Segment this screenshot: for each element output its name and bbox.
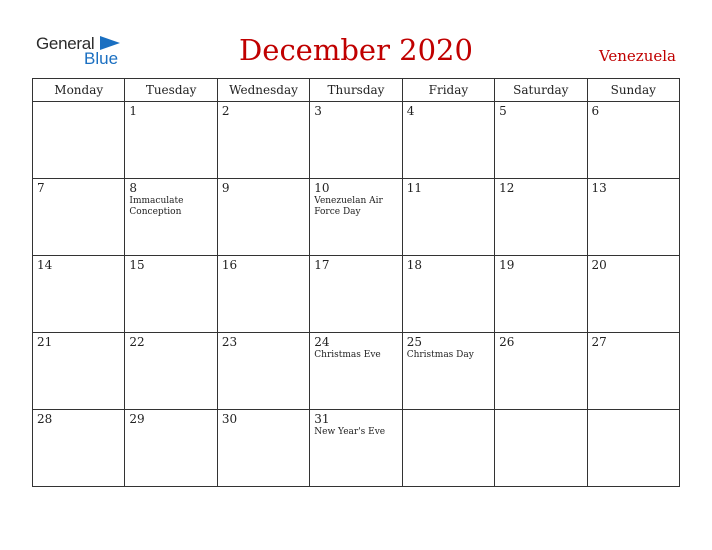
day-number: 17 [314, 258, 330, 272]
day-cell-content [495, 179, 586, 253]
day-number: 18 [406, 258, 422, 272]
day-cell-content [310, 333, 401, 407]
day-cell [310, 410, 402, 487]
day-cell-content [588, 256, 679, 330]
day-cell [495, 179, 587, 256]
logo-text-blue: Blue [84, 49, 119, 68]
day-cell-content [33, 333, 124, 407]
day-number: 13 [591, 181, 607, 195]
day-cell [33, 256, 125, 333]
logo-flag-icon [100, 36, 120, 50]
day-cell-content [495, 102, 586, 176]
weekday-header: Saturday [495, 79, 587, 102]
day-cell-content [125, 179, 216, 253]
country-label: Venezuela [598, 47, 676, 65]
day-cell [125, 256, 217, 333]
day-cell [402, 256, 494, 333]
day-number: 26 [499, 335, 515, 349]
weekday-header: Friday [402, 79, 494, 102]
day-number: 24 [314, 335, 330, 349]
day-cell-content [125, 102, 216, 176]
day-cell [495, 410, 587, 487]
day-number: 30 [221, 412, 238, 426]
day-number: 23 [221, 335, 238, 349]
day-cell-content [33, 410, 124, 484]
day-cell [587, 102, 679, 179]
day-cell [402, 102, 494, 179]
day-number: 27 [591, 335, 607, 349]
day-cell [310, 179, 402, 256]
day-cell [125, 410, 217, 487]
day-cell-content [125, 410, 216, 484]
day-cell-content [218, 102, 309, 176]
day-cell-content [403, 333, 494, 407]
day-cell [587, 256, 679, 333]
weekday-header: Sunday [587, 79, 679, 102]
day-cell [217, 333, 309, 410]
day-cell [217, 410, 309, 487]
day-number: 7 [37, 181, 45, 195]
day-number: 3 [314, 104, 322, 118]
day-number: 25 [406, 335, 422, 349]
day-cell [587, 179, 679, 256]
day-cell-content [310, 179, 401, 253]
day-cell [495, 333, 587, 410]
logo-text-general: General [36, 34, 95, 53]
day-number: 11 [406, 181, 422, 195]
day-cell-content [218, 179, 309, 253]
day-number: 29 [129, 412, 145, 426]
day-cell [310, 256, 402, 333]
day-cell [33, 333, 125, 410]
weekday-header: Monday [33, 79, 125, 102]
day-cell [402, 179, 494, 256]
day-cell-content [310, 102, 401, 176]
day-number: 5 [499, 104, 507, 118]
day-cell-content [495, 256, 586, 330]
day-cell-content [218, 333, 309, 407]
holiday-label: New Year's Eve [314, 427, 386, 437]
day-cell-content [33, 256, 124, 330]
day-number: 10 [314, 181, 330, 195]
day-cell [587, 333, 679, 410]
day-number: 14 [37, 258, 53, 272]
day-cell-content [125, 333, 216, 407]
generalblue-logo [36, 34, 126, 70]
day-cell-content [218, 410, 309, 484]
day-cell-content [310, 256, 401, 330]
day-cell-content [588, 410, 679, 484]
day-cell-content [588, 333, 679, 407]
day-cell-content [33, 179, 124, 253]
day-cell-content [33, 102, 124, 176]
day-cell [125, 102, 217, 179]
holiday-label: Immaculate Conception [129, 196, 184, 217]
day-number: 4 [406, 104, 415, 118]
day-cell [495, 102, 587, 179]
day-cell-content [125, 256, 216, 330]
day-cell [402, 410, 494, 487]
day-cell [402, 333, 494, 410]
week-row [33, 333, 680, 410]
day-cell-content [218, 256, 309, 330]
week-row [33, 256, 680, 333]
week-row [33, 102, 680, 179]
day-number: 8 [129, 181, 138, 195]
day-number: 19 [499, 258, 515, 272]
day-cell [310, 102, 402, 179]
day-cell [125, 333, 217, 410]
day-cell [33, 179, 125, 256]
day-number: 15 [129, 258, 145, 272]
day-cell [217, 179, 309, 256]
day-number: 28 [37, 412, 53, 426]
weekday-header-row [33, 79, 680, 102]
weekday-header: Wednesday [217, 79, 309, 102]
calendar-grid [32, 78, 680, 487]
holiday-label: Christmas Eve [314, 350, 381, 360]
weekday-header: Thursday [310, 79, 402, 102]
day-number: 22 [129, 335, 145, 349]
day-number: 2 [221, 104, 230, 118]
day-cell-content [403, 179, 494, 253]
day-number: 16 [221, 258, 238, 272]
day-cell [125, 179, 217, 256]
day-number: 21 [37, 335, 53, 349]
day-cell-content [495, 333, 586, 407]
day-number: 9 [221, 181, 230, 195]
day-cell-content [495, 410, 586, 484]
day-cell-content [310, 410, 401, 484]
day-number: 20 [591, 258, 607, 272]
day-cell-content [588, 102, 679, 176]
weekday-header: Tuesday [125, 79, 217, 102]
day-number: 1 [129, 104, 138, 118]
holiday-label: Venezuelan Air Force Day [314, 196, 383, 217]
day-cell-content [588, 179, 679, 253]
day-cell [33, 410, 125, 487]
day-cell-content [403, 102, 494, 176]
week-row [33, 179, 680, 256]
day-cell [33, 102, 125, 179]
holiday-label: Christmas Day [406, 350, 474, 360]
day-cell [310, 333, 402, 410]
day-cell-content [403, 410, 494, 484]
day-number: 12 [499, 181, 515, 195]
day-cell [217, 256, 309, 333]
day-cell [587, 410, 679, 487]
day-number: 6 [591, 104, 600, 118]
week-row [33, 410, 680, 487]
day-cell-content [403, 256, 494, 330]
day-number: 31 [314, 412, 330, 426]
calendar-title: December 2020 [239, 33, 473, 67]
day-cell [495, 256, 587, 333]
day-cell [217, 102, 309, 179]
